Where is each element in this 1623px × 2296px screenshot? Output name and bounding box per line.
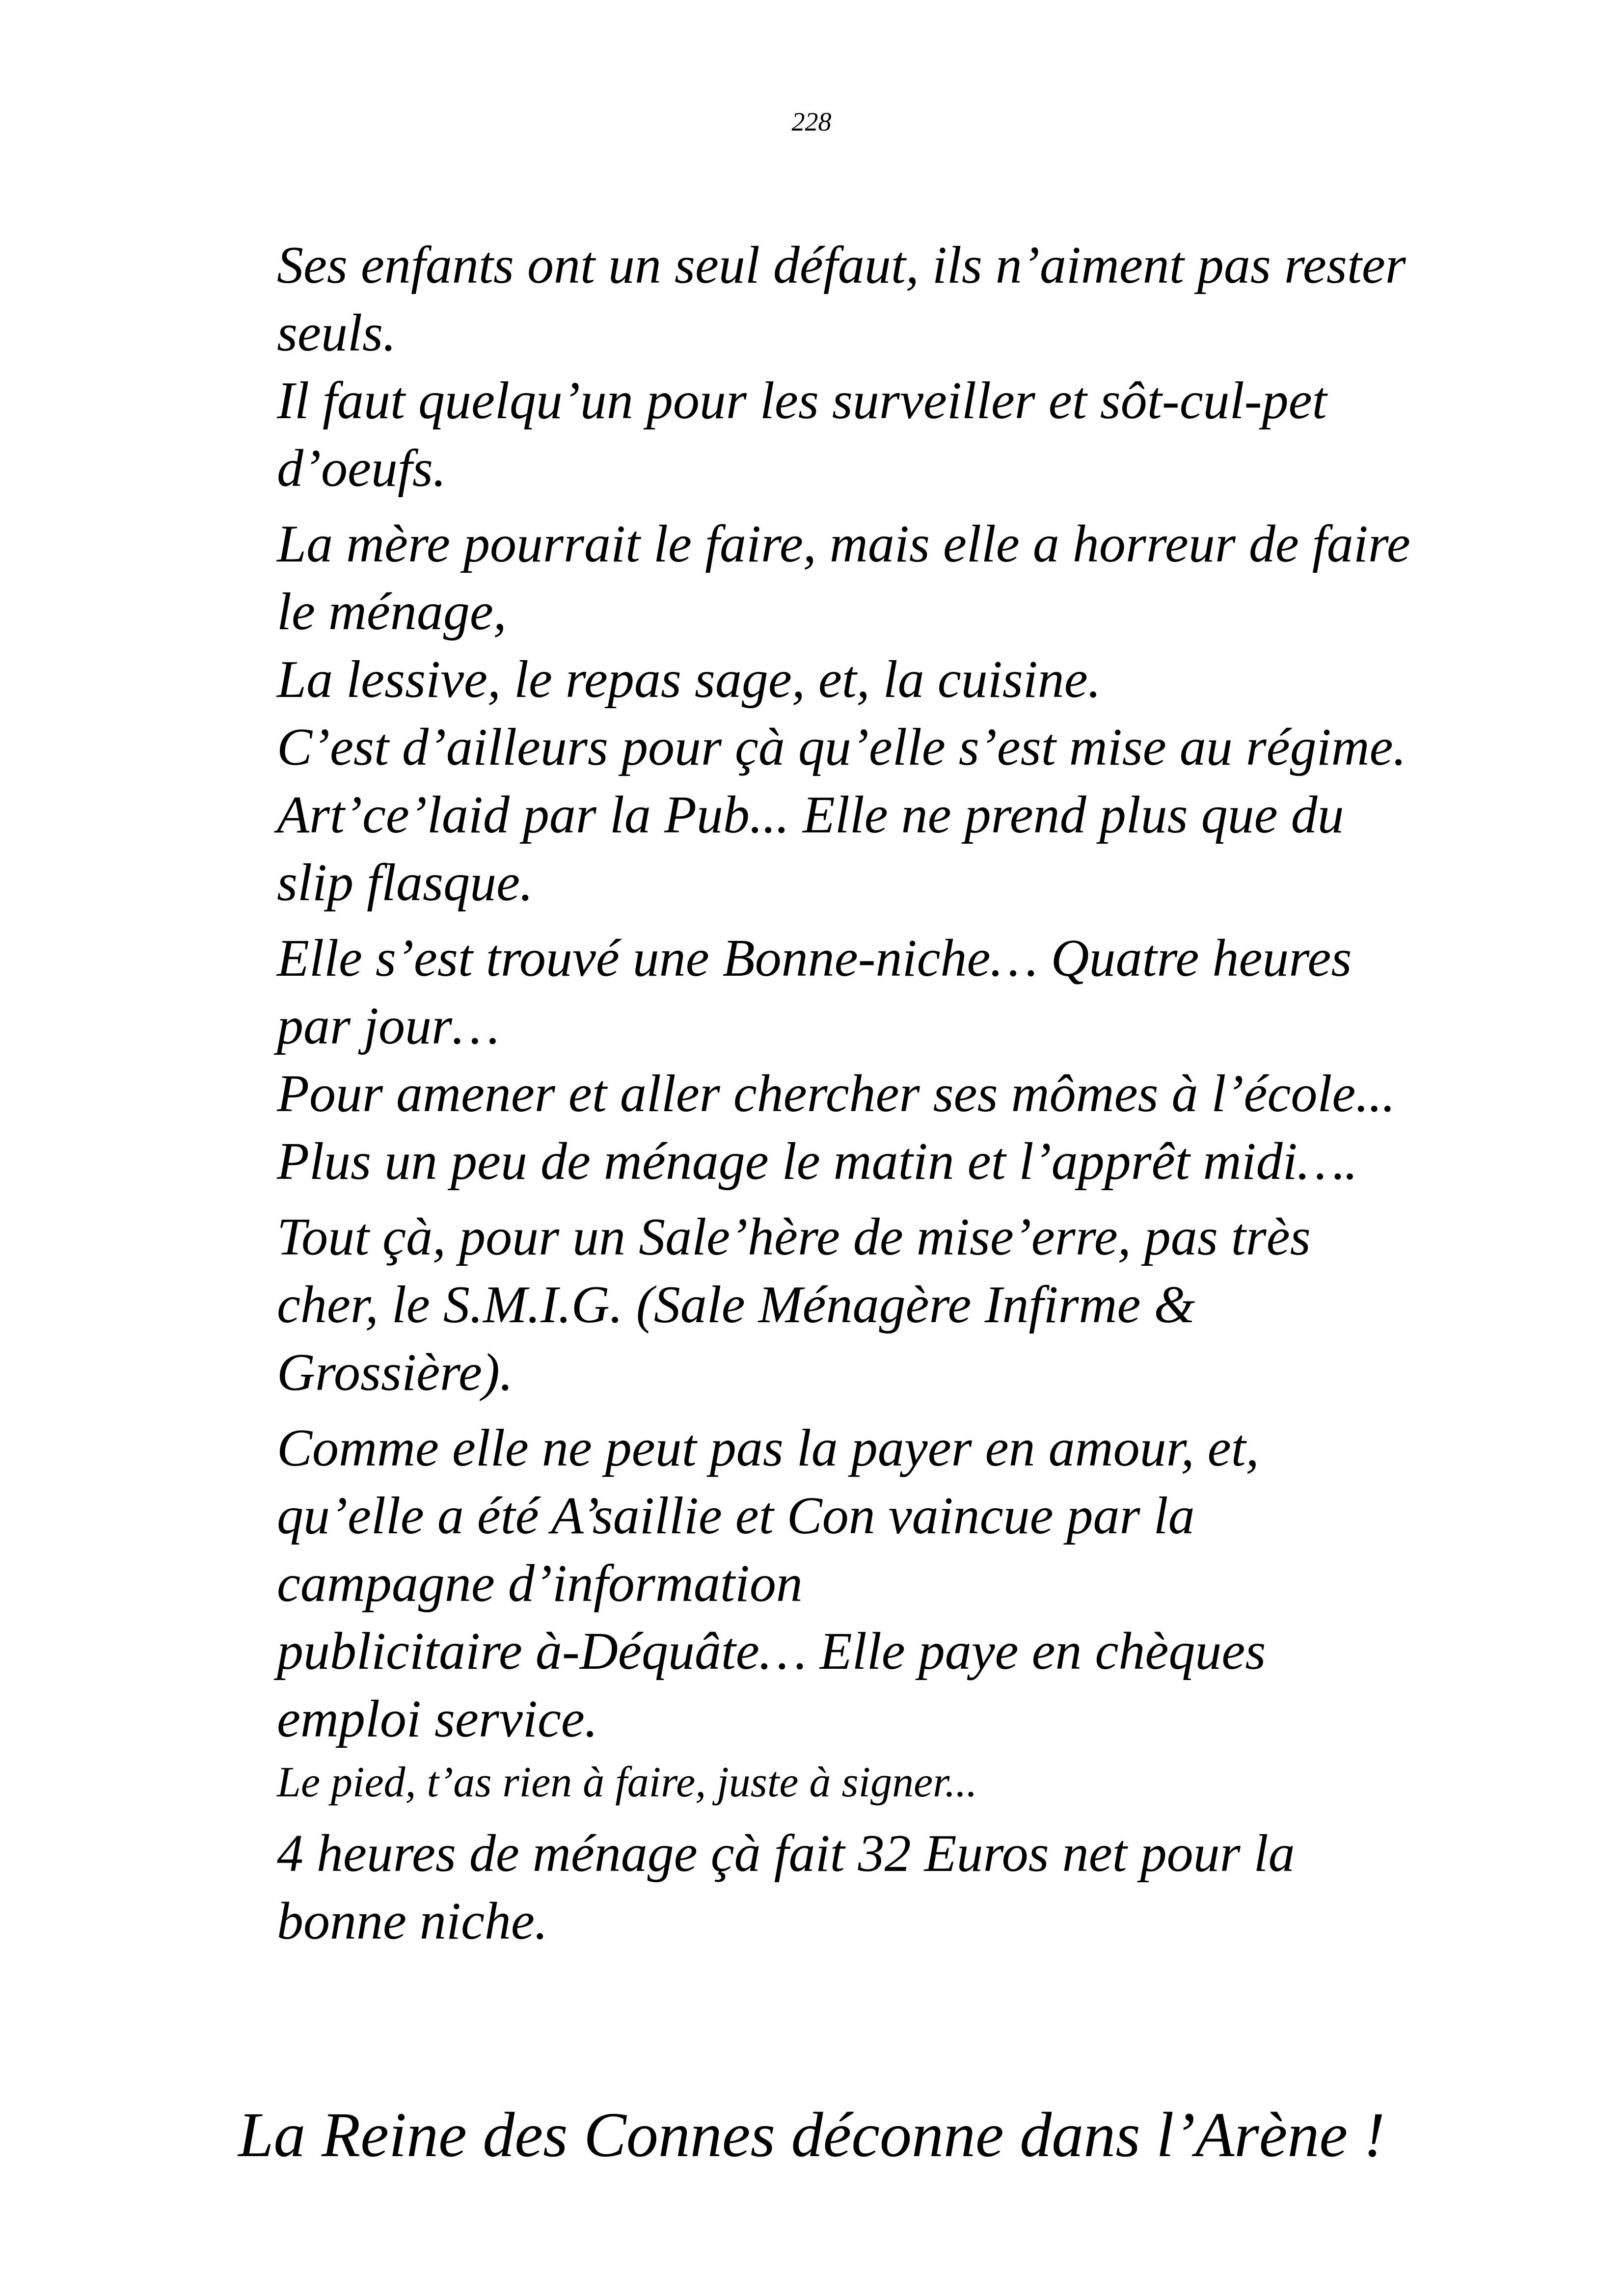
paragraph	[277, 232, 1553, 503]
text-line: par jour…	[277, 997, 500, 1055]
text-line: qu’elle a été A’saillie et Con vaincue par la	[277, 1487, 1195, 1545]
text-line: seuls.	[277, 304, 396, 362]
text-line: bonne niche.	[277, 1892, 548, 1950]
text-line: Plus un peu de ménage le matin et l’apprêt midi….	[277, 1132, 1358, 1191]
text-line: Comme elle ne peut pas la payer en amour, et,	[277, 1419, 1259, 1477]
closing-title: La Reine des Connes déconne dans l’Arène !	[238, 2100, 1385, 2170]
text-line: Grossière).	[277, 1343, 513, 1402]
paragraph	[277, 510, 1553, 917]
text-line: Il faut quelqu’un pour les surveiller et sôt-cul-pet	[277, 372, 1327, 430]
text-line: C’est d’ailleurs pour çà qu’elle s’est mise au régime.	[277, 718, 1407, 776]
text-line: cher, le S.M.I.G. (Sale Ménagère Infirme &	[277, 1276, 1195, 1334]
paragraph	[277, 1415, 1553, 1812]
paragraph	[277, 1820, 1553, 1955]
text-line: d’oeufs.	[277, 439, 446, 498]
text-line: La mère pourrait le faire, mais elle a horreur de faire	[277, 515, 1410, 573]
text-line: Ses enfants ont un seul défaut, ils n’aiment pas rester	[277, 236, 1406, 294]
text-line: 4 heures de ménage çà fait 32 Euros net pour la	[277, 1824, 1295, 1883]
text-line: emploi service.	[277, 1690, 598, 1748]
paragraph	[277, 925, 1553, 1196]
text-line: campagne d’information	[277, 1554, 803, 1613]
paragraph	[277, 1203, 1553, 1407]
text-line: Pour amener et aller chercher ses mômes à l’école...	[277, 1065, 1396, 1123]
text-line: La lessive, le repas sage, et, la cuisine.	[277, 650, 1101, 709]
text-line: Elle s’est trouvé une Bonne-niche… Quatre heures	[277, 929, 1352, 988]
text-line: Art’ce’laid par la Pub... Elle ne prend plus que du	[277, 786, 1344, 844]
text-line-small: Le pied, t’as rien à faire, juste à signer...	[277, 1759, 977, 1806]
page-number: 228	[791, 107, 832, 136]
text-line: slip flasque.	[277, 854, 534, 912]
text-line: le ménage,	[277, 583, 507, 641]
text-line: Tout çà, pour un Sale’hère de mise’erre, pas très	[277, 1208, 1311, 1266]
body-text	[277, 232, 1553, 1963]
text-line: publicitaire à-Déquâte… Elle paye en chèques	[277, 1622, 1266, 1681]
